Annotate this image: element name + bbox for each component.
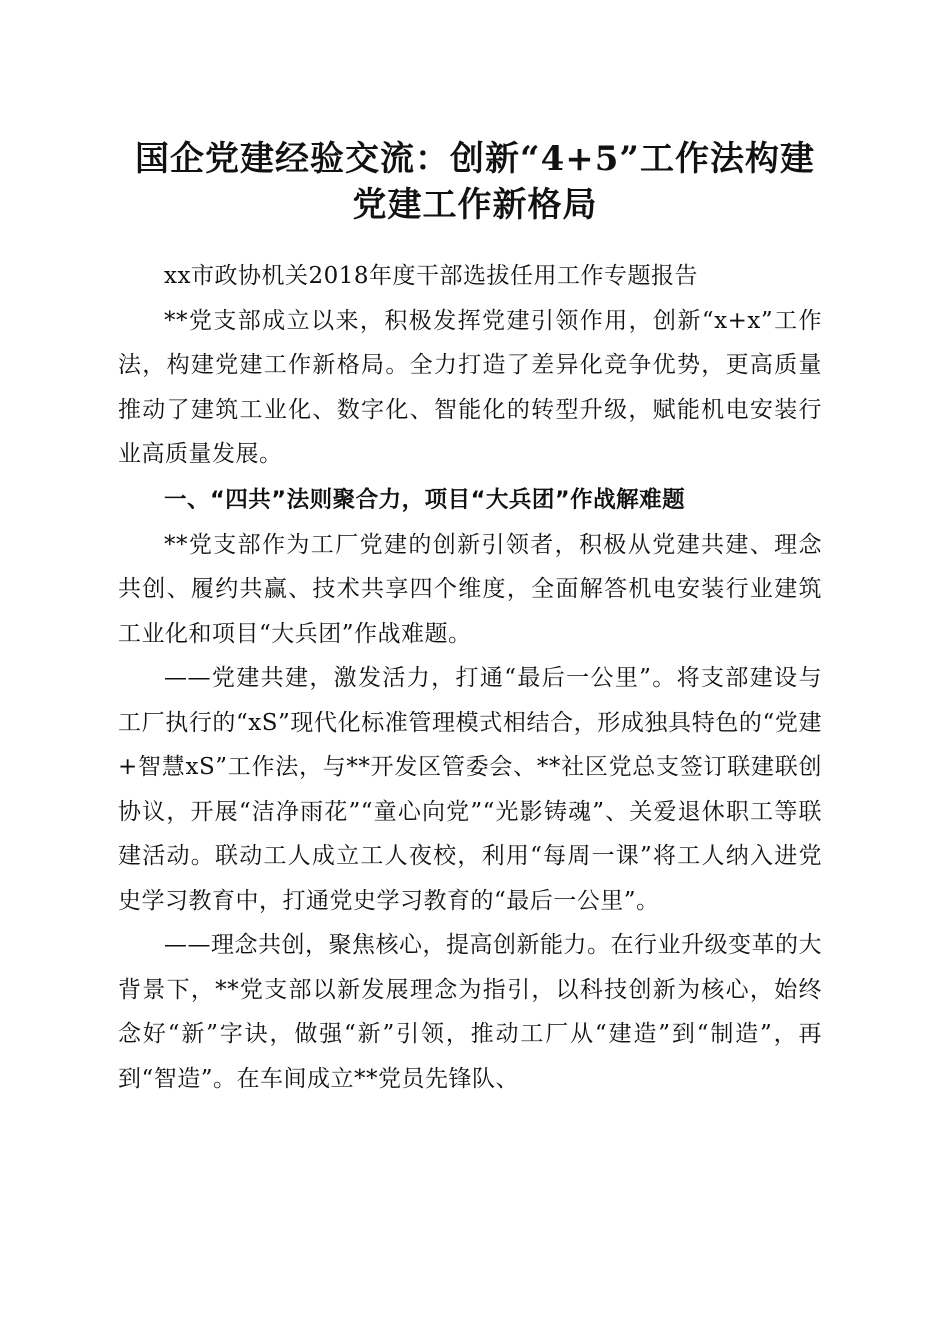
document-body (118, 254, 822, 1101)
party-building-paragraph: ——党建共建，激发活力，打通“最后一公里”。将支部建设与工厂执行的“xS”现代化标准管理模式相结合，形成独具特色的“党建+智慧xS”工作法，与**开发区管委会、**社区党总支签订联建联创协议，开展“洁净雨花”“童心向党”“光影铸魂”、关爱退休职工等联建活动。联动工人成立工人夜校，利用“每周一课”将工人纳入进党史学习教育中，打通党史学习教育的“最后一公里”。 (118, 665, 822, 914)
document-title-line-2: 党建工作新格局 (352, 185, 598, 225)
concept-innovation-paragraph: ——理念共创，聚焦核心，提高创新能力。在行业升级变革的大背景下，**党支部以新发展理念为指引，以科技创新为核心，始终念好“新”字诀，做强“新”引领，推动工厂从“建造”到“制造”，再到“智造”。在车间成立**党员先锋队、 (118, 932, 822, 1092)
intro-paragraph: **党支部成立以来，积极发挥党建引领作用，创新“x+x”工作法，构建党建工作新格局。全力打造了差异化竞争优势，更高质量推动了建筑工业化、数字化、智能化的转型升级，赋能机电安装行业高质量发展。 (118, 307, 822, 467)
document-title-line-1: 国企党建经验交流：创新“4+5”工作法构建 (135, 139, 815, 179)
section-heading-1: 一、“四共”法则聚合力，项目“大兵团”作战解难题 (164, 486, 686, 513)
report-subtitle-paragraph: xx市政协机关2018年度干部选拔任用工作专题报告 (164, 263, 698, 289)
document-title (100, 136, 850, 228)
section-1-paragraph: **党支部作为工厂党建的创新引领者，积极从党建共建、理念共创、履约共赢、技术共享四个维度，全面解答机电安装行业建筑工业化和项目“大兵团”作战难题。 (118, 531, 822, 647)
